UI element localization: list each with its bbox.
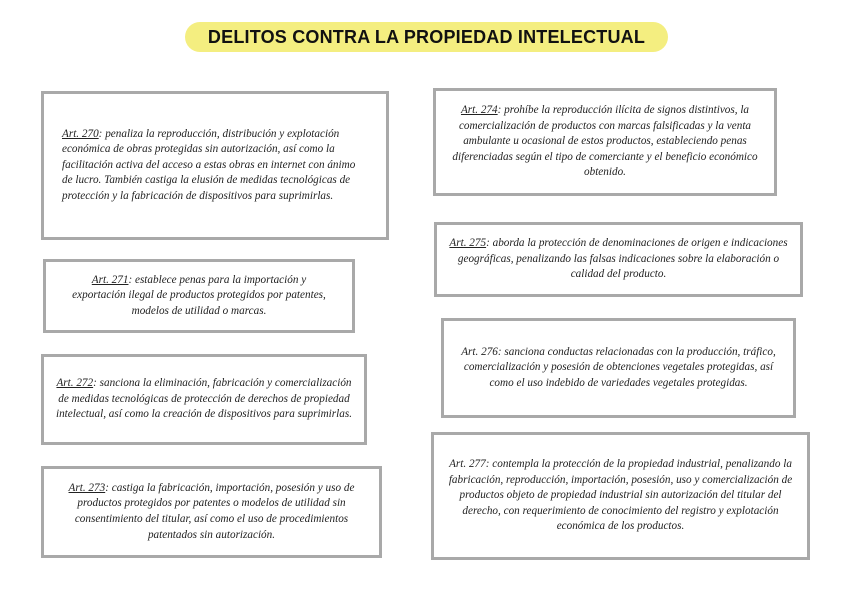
article-ref-270: Art. 270 [62, 127, 99, 140]
article-ref-272: Art. 272 [56, 377, 94, 390]
article-text-276: Art. 276: sanciona conductas relacionadas con la producción, tráfico, comercialización y posesión de obtenciones vegetales protegidas, así como el uso indebido de variedades vegetales protegidas. [461, 345, 776, 389]
article-box-277 [431, 432, 810, 560]
article-ref-275: Art. 275 [449, 237, 487, 250]
article-ref-273: Art. 273 [68, 481, 106, 494]
article-body-275: : aborda la protección de denominaciones de origen e indicaciones geográficas, penalizando las falsas indicaciones sobre la elaboración o calidad del producto. [457, 237, 788, 281]
article-ref-271: Art. 271 [91, 273, 129, 286]
article-box-270 [41, 91, 389, 240]
article-box-272 [41, 354, 367, 445]
page-title: DELITOS CONTRA LA PROPIEDAD INTELECTUAL [185, 22, 668, 52]
article-text-273 [54, 481, 369, 543]
article-text-274 [446, 103, 764, 181]
article-ref-274: Art. 274 [460, 104, 498, 117]
article-text-270 [62, 127, 368, 205]
article-body-272: : sanciona la eliminación, fabricación y comercialización de medidas tecnológicas de protección de derechos de propiedad intelectual, así como la creación de dispositivos para suprimirlas. [55, 377, 353, 421]
article-box-273 [41, 466, 382, 558]
article-box-274 [433, 88, 777, 196]
article-body-273: : castiga la fabricación, importación, posesión y uso de productos protegidos por patentes o modelos de utilidad sin consentimiento del titular, así como el uso de procedimientos patentados sin autorización. [74, 481, 355, 541]
article-text-277: Art. 277: contempla la protección de la propiedad industrial, penalizando la fabricación, reproducción, importación, posesión, uso y comercialización de productos objeto de propiedad industrial sin autorización del titular del derecho, con requerimiento de conocimiento del registro y explotación económica de los productos. [448, 458, 793, 533]
article-body-274: : prohíbe la reproducción ilícita de signos distintivos, la comercialización de productos con marcas falsificadas y la venta ambulante u ocasional de estos productos, estableciendo penas diferenciadas según el tipo de comerciante y el beneficio económico obtenido. [452, 104, 758, 179]
article-box-275 [434, 222, 803, 297]
article-text-275 [447, 236, 790, 283]
article-box-276 [441, 318, 796, 418]
article-body-271: : establece penas para la importación y exportación ilegal de productos protegidos por patentes, modelos de utilidad o marcas. [72, 273, 326, 317]
article-text-272 [54, 376, 354, 423]
article-body-270: : penaliza la reproducción, distribución y explotación económica de obras protegidas sin autorización, así como la facilitación activa del acceso a estas obras en internet con ánimo de lucro. También castiga la elusión de medidas tecnológicas de protección y la fabricación de dispositivos para suprimirlas. [62, 127, 356, 202]
article-box-271 [43, 259, 355, 333]
article-text-271 [68, 273, 330, 320]
